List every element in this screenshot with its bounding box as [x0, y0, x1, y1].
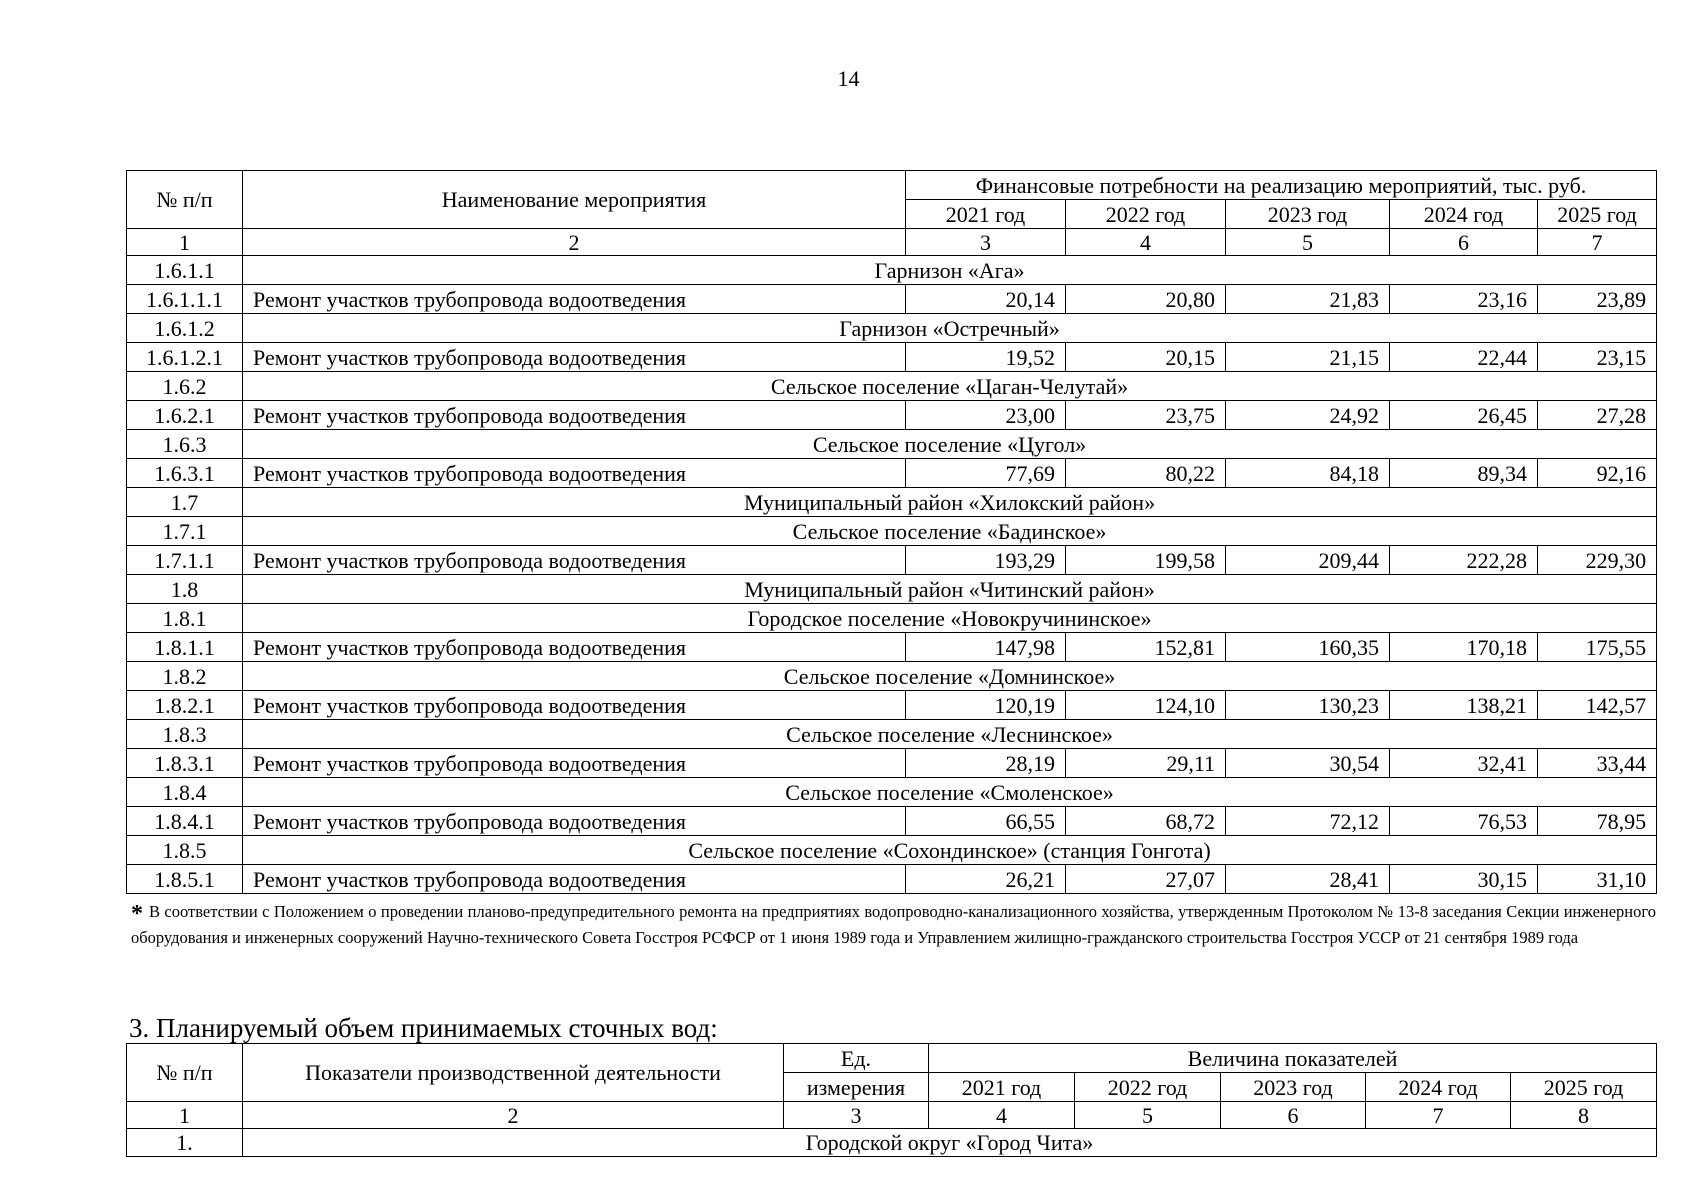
- footnote-text: В соответствии с Положением о проведении планово-предупредительного ремонта на предприятиях водопроводно-канализационного хозяйства, утвержденным Протоколом № 13-8 заседания Секции инженерного оборудования и инженерных сооружений Научно-технического Совета Госстроя РСФСР от 1 июня 1989 года и Управлением жилищно-гражданского строительства Госстроя УССР от 21 сентября 1989 года: [131, 902, 1656, 947]
- activity-name: Ремонт участков трубопровода водоотведения: [243, 285, 906, 314]
- header-unit-line2: измерения: [784, 1073, 929, 1102]
- header-year: 2025 год: [1538, 200, 1657, 229]
- activity-name: Ремонт участков трубопровода водоотведения: [243, 691, 906, 720]
- row-number: 1.6.1.2: [127, 314, 243, 343]
- column-index: 6: [1221, 1102, 1366, 1129]
- value-cell: 28,41: [1226, 865, 1390, 894]
- column-index: 7: [1366, 1102, 1511, 1129]
- activity-name: Ремонт участков трубопровода водоотведения: [243, 865, 906, 894]
- header-year: 2024 год: [1366, 1073, 1511, 1102]
- value-cell: 68,72: [1066, 807, 1226, 836]
- row-number: 1.8.1: [127, 604, 243, 633]
- table-row: [127, 343, 1657, 372]
- section-row-title: Сельское поселение «Бадинское»: [243, 517, 1657, 546]
- section-row-title: Городской округ «Город Чита»: [243, 1129, 1657, 1157]
- row-number: 1.8.4: [127, 778, 243, 807]
- header-financial-needs: Финансовые потребности на реализацию мероприятий, тыс. руб.: [906, 171, 1657, 200]
- financial-needs-table: [126, 170, 1657, 894]
- value-cell: 222,28: [1390, 546, 1538, 575]
- column-index: 7: [1538, 229, 1657, 256]
- header-year: 2024 год: [1390, 200, 1538, 229]
- header-indicator-values: Величина показателей: [929, 1044, 1657, 1073]
- header-year: 2022 год: [1066, 200, 1226, 229]
- row-number: 1.8.3.1: [127, 749, 243, 778]
- column-index: 1: [127, 1102, 243, 1129]
- activity-name: Ремонт участков трубопровода водоотведения: [243, 343, 906, 372]
- activity-name: Ремонт участков трубопровода водоотведения: [243, 749, 906, 778]
- section-row-title: Гарнизон «Ага»: [243, 256, 1657, 285]
- value-cell: 23,00: [906, 401, 1066, 430]
- value-cell: 22,44: [1390, 343, 1538, 372]
- value-cell: 175,55: [1538, 633, 1657, 662]
- row-number: 1.6.3: [127, 430, 243, 459]
- value-cell: 26,21: [906, 865, 1066, 894]
- value-cell: 23,75: [1066, 401, 1226, 430]
- table-row: [127, 285, 1657, 314]
- column-index: 2: [243, 229, 906, 256]
- value-cell: 27,07: [1066, 865, 1226, 894]
- section-row: [127, 517, 1657, 546]
- row-number: 1.8.4.1: [127, 807, 243, 836]
- row-number: 1.: [127, 1129, 243, 1157]
- table-row: [127, 807, 1657, 836]
- header-activity-name: Наименование мероприятия: [243, 171, 906, 229]
- section-row-title: Сельское поселение «Смоленское»: [243, 778, 1657, 807]
- financial-needs-body: [127, 256, 1657, 894]
- table-row: [127, 865, 1657, 894]
- column-index: 2: [243, 1102, 784, 1129]
- value-cell: 20,80: [1066, 285, 1226, 314]
- value-cell: 92,16: [1538, 459, 1657, 488]
- value-cell: 170,18: [1390, 633, 1538, 662]
- table-row: [127, 401, 1657, 430]
- row-number: 1.8.2.1: [127, 691, 243, 720]
- section-row-title: Гарнизон «Остречный»: [243, 314, 1657, 343]
- section-row-title: Городское поселение «Новокручининское»: [243, 604, 1657, 633]
- column-index: 6: [1390, 229, 1538, 256]
- value-cell: 26,45: [1390, 401, 1538, 430]
- section-row-title: Сельское поселение «Цугол»: [243, 430, 1657, 459]
- column-index: 3: [906, 229, 1066, 256]
- value-cell: 77,69: [906, 459, 1066, 488]
- section-row: [127, 604, 1657, 633]
- table-row: [127, 749, 1657, 778]
- section-row-title: Сельское поселение «Леснинское»: [243, 720, 1657, 749]
- row-number: 1.7.1: [127, 517, 243, 546]
- column-index: 8: [1511, 1102, 1657, 1129]
- row-number: 1.6.1.1.1: [127, 285, 243, 314]
- row-number: 1.8.5: [127, 836, 243, 865]
- section-row: [127, 256, 1657, 285]
- value-cell: 21,15: [1226, 343, 1390, 372]
- row-number: 1.6.3.1: [127, 459, 243, 488]
- value-cell: 229,30: [1538, 546, 1657, 575]
- value-cell: 30,15: [1390, 865, 1538, 894]
- column-index: 5: [1075, 1102, 1221, 1129]
- section-row: [127, 662, 1657, 691]
- value-cell: 80,22: [1066, 459, 1226, 488]
- row-number: 1.7: [127, 488, 243, 517]
- header-unit: Ед.: [784, 1044, 929, 1073]
- row-number: 1.6.1.2.1: [127, 343, 243, 372]
- section-row: [127, 836, 1657, 865]
- section-row-title: Муниципальный район «Читинский район»: [243, 575, 1657, 604]
- value-cell: 33,44: [1538, 749, 1657, 778]
- activity-name: Ремонт участков трубопровода водоотведения: [243, 459, 906, 488]
- section-row: [127, 372, 1657, 401]
- value-cell: 193,29: [906, 546, 1066, 575]
- row-number: 1.7.1.1: [127, 546, 243, 575]
- header-year: 2025 год: [1511, 1073, 1657, 1102]
- value-cell: 89,34: [1390, 459, 1538, 488]
- value-cell: 130,23: [1226, 691, 1390, 720]
- header-indicators: Показатели производственной деятельности: [243, 1044, 784, 1102]
- value-cell: 147,98: [906, 633, 1066, 662]
- section-row-title: Сельское поселение «Сохондинское» (станция Гонгота): [243, 836, 1657, 865]
- value-cell: 20,14: [906, 285, 1066, 314]
- footnote: [131, 900, 1656, 949]
- table-row: [127, 691, 1657, 720]
- activity-name: Ремонт участков трубопровода водоотведения: [243, 546, 906, 575]
- value-cell: 29,11: [1066, 749, 1226, 778]
- footnote-marker: *: [131, 901, 143, 927]
- header-number: № п/п: [127, 171, 243, 229]
- value-cell: 66,55: [906, 807, 1066, 836]
- page-number: 14: [837, 66, 860, 91]
- table-row: [127, 633, 1657, 662]
- row-number: 1.8.2: [127, 662, 243, 691]
- row-number: 1.6.1.1: [127, 256, 243, 285]
- value-cell: 72,12: [1226, 807, 1390, 836]
- value-cell: 160,35: [1226, 633, 1390, 662]
- column-index: 4: [929, 1102, 1075, 1129]
- section-row: [127, 430, 1657, 459]
- section-row: [127, 575, 1657, 604]
- column-index: 3: [784, 1102, 929, 1129]
- value-cell: 142,57: [1538, 691, 1657, 720]
- value-cell: 20,15: [1066, 343, 1226, 372]
- column-index: 4: [1066, 229, 1226, 256]
- row-number: 1.6.2.1: [127, 401, 243, 430]
- section-row-title: Сельское поселение «Домнинское»: [243, 662, 1657, 691]
- row-number: 1.8.3: [127, 720, 243, 749]
- header-year: 2021 год: [929, 1073, 1075, 1102]
- column-index: 5: [1226, 229, 1390, 256]
- value-cell: 32,41: [1390, 749, 1538, 778]
- row-number: 1.8.1.1: [127, 633, 243, 662]
- value-cell: 31,10: [1538, 865, 1657, 894]
- value-cell: 19,52: [906, 343, 1066, 372]
- wastewater-volume-table: [126, 1043, 1657, 1157]
- value-cell: 23,89: [1538, 285, 1657, 314]
- value-cell: 28,19: [906, 749, 1066, 778]
- header-number: № п/п: [127, 1044, 243, 1102]
- section-row-title: Муниципальный район «Хилокский район»: [243, 488, 1657, 517]
- activity-name: Ремонт участков трубопровода водоотведения: [243, 401, 906, 430]
- row-number: 1.8: [127, 575, 243, 604]
- section-row: [127, 778, 1657, 807]
- header-year: 2023 год: [1226, 200, 1390, 229]
- value-cell: 78,95: [1538, 807, 1657, 836]
- activity-name: Ремонт участков трубопровода водоотведения: [243, 807, 906, 836]
- column-index: 1: [127, 229, 243, 256]
- section-row-title: Сельское поселение «Цаган-Челутай»: [243, 372, 1657, 401]
- row-number: 1.6.2: [127, 372, 243, 401]
- value-cell: 199,58: [1066, 546, 1226, 575]
- value-cell: 124,10: [1066, 691, 1226, 720]
- header-year: 2022 год: [1075, 1073, 1221, 1102]
- table-row: [127, 546, 1657, 575]
- value-cell: 24,92: [1226, 401, 1390, 430]
- value-cell: 120,19: [906, 691, 1066, 720]
- section-3-title: 3. Планируемый объем принимаемых сточных вод:: [129, 1013, 718, 1043]
- value-cell: 30,54: [1226, 749, 1390, 778]
- header-year: 2023 год: [1221, 1073, 1366, 1102]
- table-row: [127, 459, 1657, 488]
- value-cell: 23,15: [1538, 343, 1657, 372]
- value-cell: 152,81: [1066, 633, 1226, 662]
- row-number: 1.8.5.1: [127, 865, 243, 894]
- value-cell: 138,21: [1390, 691, 1538, 720]
- section-row: [127, 314, 1657, 343]
- value-cell: 84,18: [1226, 459, 1390, 488]
- value-cell: 27,28: [1538, 401, 1657, 430]
- section-row: [127, 488, 1657, 517]
- header-year: 2021 год: [906, 200, 1066, 229]
- value-cell: 209,44: [1226, 546, 1390, 575]
- section-row: [127, 720, 1657, 749]
- activity-name: Ремонт участков трубопровода водоотведения: [243, 633, 906, 662]
- value-cell: 76,53: [1390, 807, 1538, 836]
- value-cell: 23,16: [1390, 285, 1538, 314]
- value-cell: 21,83: [1226, 285, 1390, 314]
